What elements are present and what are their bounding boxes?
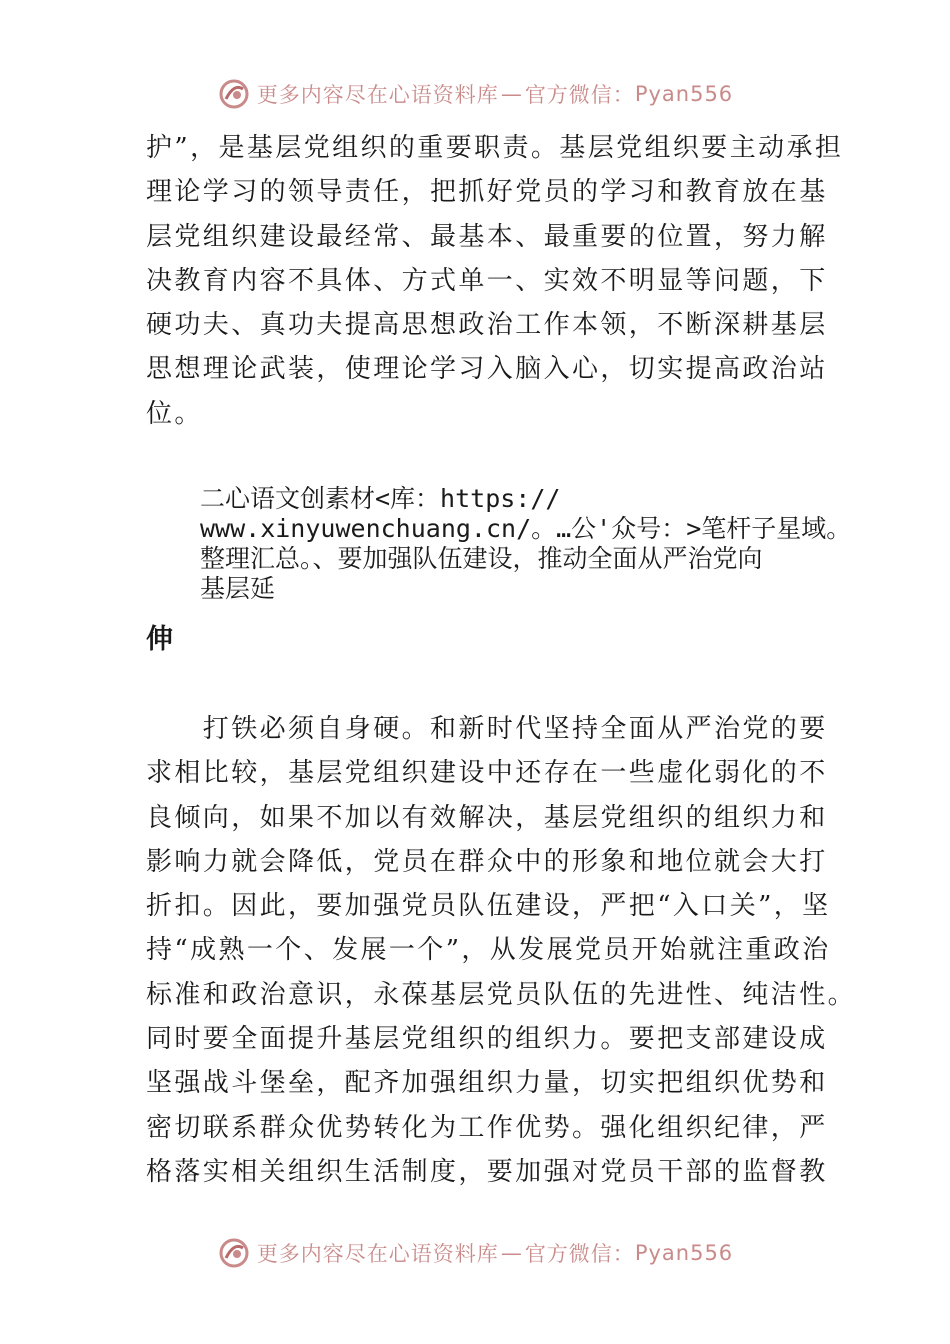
banner-main-text: 更多内容尽在心语资料库 (256, 1242, 499, 1266)
paragraph-line: 位。 (146, 398, 203, 429)
banner-main-text: 更多内容尽在心语资料库 (256, 83, 499, 107)
paragraph-line: 影响力就会降低，党员在群众中的形象和地位就会大打 (146, 846, 828, 877)
paragraph-line: 格落实相关组织生活制度，要加强对党员干部的监督教 (146, 1156, 828, 1187)
heading-line: 整理汇总。、要加强队伍建设，推动全面从严治党向 (200, 544, 763, 573)
footer-watermark-banner (0, 1229, 950, 1277)
paragraph-line: 决教育内容不具体、方式单一、实效不明显等问题，下 (146, 265, 828, 296)
paragraph-line: 折扣。因此，要加强党员队伍建设，严把“入口关”，坚 (146, 891, 831, 922)
banner-separator: — (500, 82, 523, 106)
banner-wechat-label: 官方微信： (524, 1242, 635, 1266)
paragraph-line: 持“成熟一个、发展一个”，从发展党员开始就注重政治 (146, 935, 831, 966)
paragraph-line: 同时要全面提升基层党组织的组织力。要把支部建设成 (146, 1024, 828, 1055)
paragraph-line: 层党组织建设最经常、最基本、最重要的位置，努力解 (146, 221, 828, 252)
banner-wechat-label: 官方微信： (524, 83, 635, 107)
section-heading-tail: 伸 (146, 624, 173, 655)
heading-line: 二心语文创素材<库：https:// (200, 484, 561, 513)
banner-wechat-id: Pyan556 (634, 82, 734, 106)
red-swirl-logo-icon (217, 1236, 251, 1270)
paragraph-line: 理论学习的领导责任，把抓好党员的学习和教育放在基 (146, 177, 828, 208)
banner-separator: — (500, 1241, 523, 1265)
paragraph-line: 打铁必须自身硬。和新时代坚持全面从严治党的要 (146, 714, 828, 744)
section-heading (200, 484, 880, 604)
paragraph-line: 密切联系群众优势转化为工作优势。强化组织纪律，严 (146, 1112, 828, 1143)
red-swirl-logo-icon (217, 77, 251, 111)
heading-line: 基层延 (200, 574, 276, 603)
body-paragraph-2 (146, 707, 857, 1194)
body-paragraph-1 (146, 126, 844, 436)
banner-wechat-id: Pyan556 (634, 1241, 734, 1265)
heading-line: www.xinyuwenchuang.cn/。…公'众号：>笔杆子星域。 (200, 514, 852, 543)
paragraph-line: 硬功夫、真功夫提高思想政治工作本领，不断深耕基层 (146, 310, 828, 341)
paragraph-line: 求相比较，基层党组织建设中还存在一些虚化弱化的不 (146, 758, 828, 789)
paragraph-line: 护”，是基层党组织的重要职责。基层党组织要主动承担 (146, 133, 844, 163)
paragraph-line: 良倾向，如果不加以有效解决，基层党组织的组织力和 (146, 802, 828, 833)
paragraph-line: 标准和政治意识，永葆基层党员队伍的先进性、纯洁性。 (146, 979, 857, 1010)
paragraph-line: 思想理论武装，使理论学习入脑入心，切实提高政治站 (146, 354, 828, 385)
header-watermark-banner (0, 70, 950, 118)
paragraph-line: 坚强战斗堡垒，配齐加强组织力量，切实把组织优势和 (146, 1068, 828, 1099)
